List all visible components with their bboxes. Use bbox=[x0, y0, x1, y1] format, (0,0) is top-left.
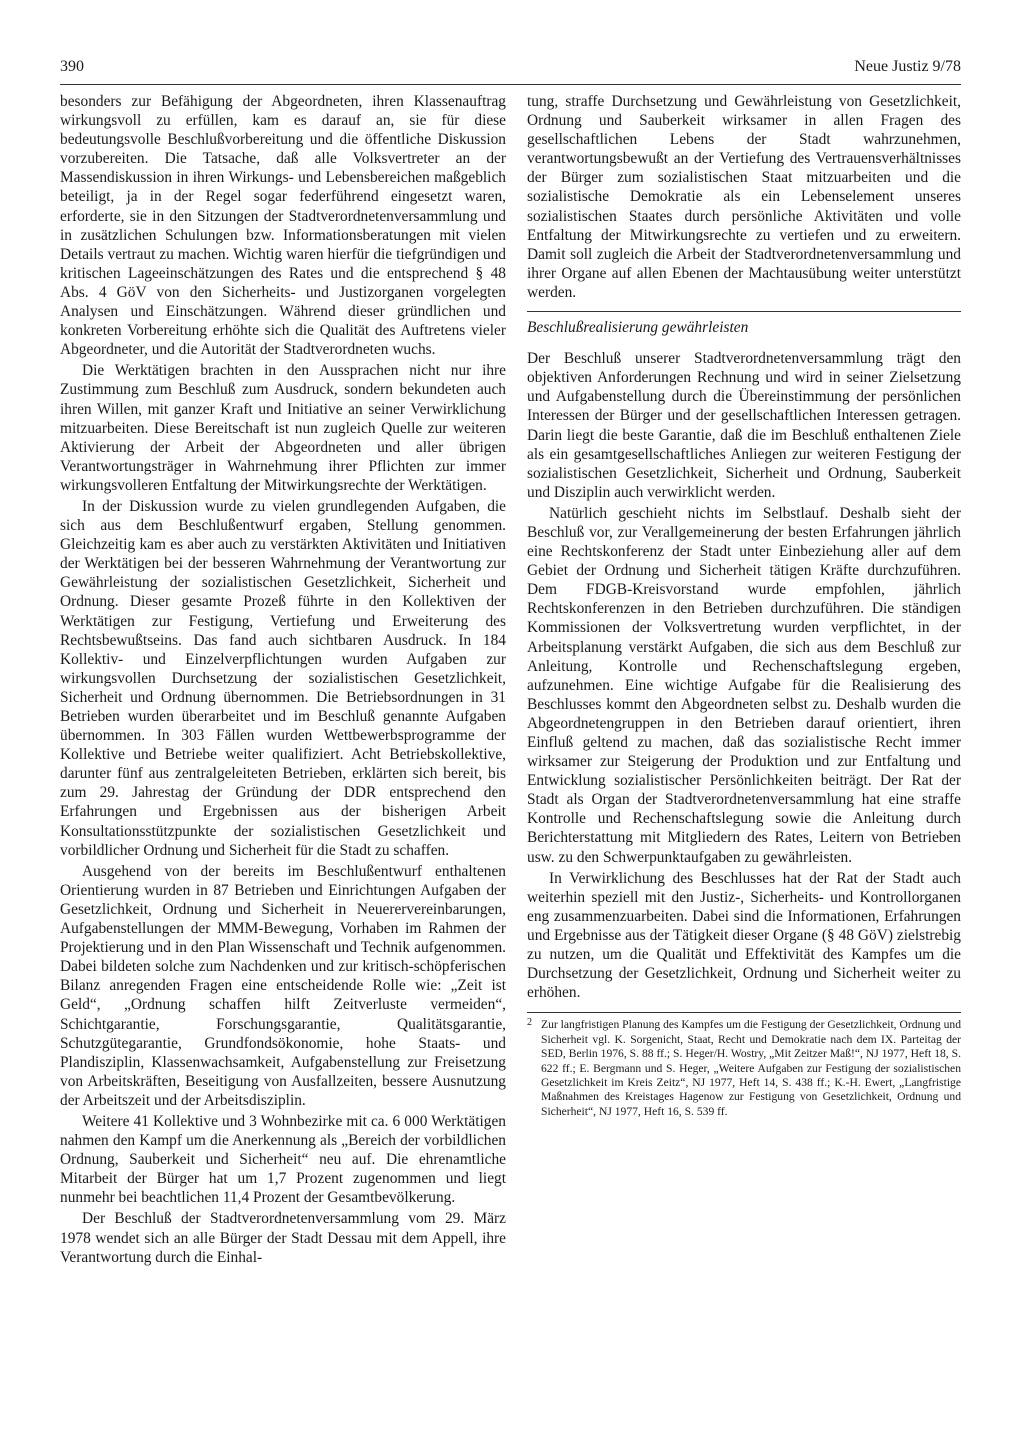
section-heading: Beschlußrealisierung gewährleisten bbox=[527, 319, 749, 337]
paragraph: Natürlich geschieht nichts im Selbstlauf. Deshalb sieht der Beschluß vor, zur Verallgemeinerung der besten Erfahrungen jährlich eine Rechtskonferenz der Stadt unter Einbeziehung aller auf dem Gebiet der Ordnung und Sicherheit tätigen Kräfte durchzuführen. Dem FDGB-Kreisvorstand wurde empfohlen, jährlich Rechtskonferenzen in den Betrieben durchzuführen. Die ständigen Kommissionen der Volksvertretung wurden verpflichtet, in der Arbeitsplanung verstärkt Aufgaben, die sich aus dem Beschluß zur Anleitung, Kontrolle und Rechenschaftslegung ergeben, aufzunehmen. Eine wichtige Aufgabe für die Realisierung des Beschlusses kommt den Abgeordneten selbst zu. Deshalb wurden die Abgeordnetengruppen in den Betrieben darauf orientiert, ihren Einfluß geltend zu machen, daß das sozialistische Recht immer wirksamer zur Steigerung der Produktion und zur Entfaltung und Entwicklung sozialistischer Persönlichkeiten beiträgt. Der Rat der Stadt als Organ der Stadtverordnetenversammlung hat eine straffe Kontrolle und Rechenschaftslegung sowie die Anleitung durch Berichterstattung mit Mitgliedern des Rates, Leitern von Betrieben usw. zu den Schwerpunktaufgaben zu gewährleisten. bbox=[527, 504, 961, 866]
paragraph: Der Beschluß der Stadtverordnetenversammlung vom 29. März 1978 wendet sich an alle Bürger der Stadt Dessau mit dem Appell, ihre Verantwortung durch die Einhal- bbox=[60, 1210, 506, 1266]
left-column bbox=[60, 92, 506, 1269]
footnote-rule bbox=[527, 1012, 961, 1013]
header-rule bbox=[60, 84, 961, 85]
footnote-text: Zur langfristigen Planung des Kampfes um die Festigung der Gesetzlichkeit, Ordnung und Sicherheit vgl. K. Sorgenicht, Staat, Recht und Demokratie nach dem IX. Parteitag der SED, Berlin 1976, S. 88 ff.; S. Heger/H. Wostry, „Mit Zeitzer Maß!“, NJ 1977, Heft 18, S. 622 ff.; E. Bergmann und S. Heger, „Weitere Aufgaben zur Festigung der sozialistischen Gesetzlichkeit im Kreis Zeitz“, NJ 1977, Heft 14, S. 438 ff.; K.-H. Ewert, „Langfristige Maßnahmen des Kreistages Hagenow zur Festigung von Gesetzlichkeit, Ordnung und Sicherheit“, NJ 1977, Heft 16, S. 539 ff. bbox=[541, 1018, 961, 1118]
footnote bbox=[527, 1018, 961, 1119]
paragraph: In der Diskussion wurde zu vielen grundlegenden Aufgaben, die sich aus dem Beschlußentwurf ergaben, Stellung genommen. Gleichzeitig kam es aber auch zu verstärkten Aktivitäten und Initiativen der Werktätigen bei der besseren Wahrnehmung der Verantwortung zur Gewährleistung der sozialistischen Gesetzlichkeit, Sicherheit und Ordnung. Dieser gesamte Prozeß führte in den Kollektiven der Werktätigen zur Festigung, Vertiefung und Erweiterung des Rechtsbewußtseins. Das fand auch sichtbaren Ausdruck. In 184 Kollektiv- und Einzelverpflichtungen wurden Aufgaben zur wirkungsvollen Durchsetzung der sozialistischen Gesetzlichkeit, Sicherheit und Ordnung übernommen. Die Betriebsordnungen in 31 Betrieben wurden überarbeitet und im Beschluß genannte Aufgaben übernommen. In 303 Fällen wurden Wettbewerbsprogramme der Kollektive und Betriebe weiter qualifiziert. Acht Betriebskollektive, darunter fünf aus zentralgeleiteten Betrieben, erklärten sich bereit, bis zum 29. Jahrestag der Gründung der DDR entsprechend den Erfahrungen und Ergebnissen aus der bisherigen Arbeit Konsultationsstützpunkte der sozialistischen Gesetzlichkeit und vorbildlicher Ordnung und Sicherheit für die Stadt zu schaffen. bbox=[60, 497, 506, 859]
paragraph: besonders zur Befähigung der Abgeordneten, ihren Klassenauftrag wirkungsvoll zu erfüllen, kam es darauf an, sie für diese bedeutungsvolle Beschlußvorbereitung und die öffentliche Diskussion vorzubereiten. Die Tatsache, daß alle Volksvertreter an der Massendiskussion in ihren Wirkungs- und Lebensbereichen maßgeblich beteiligt, ja in der Regel sogar federführend eingesetzt waren, erforderte, sie in den Sitzungen der Stadtverordnetenversammlung und in zusätzlichen Schulungen bzw. Informationsberatungen mit vielen Details vertraut zu machen. Wichtig waren hierfür die tiefgründigen und kritischen Lageeinschätzungen des Rates und die entsprechend § 48 Abs. 4 GöV von den Sicherheits- und Justizorganen vorgelegten Analysen und Einschätzungen. Während dieser gründlichen und konkreten Vorbereitung erhöhte sich die Qualität des Auftretens vieler Abgeordneter, und die Autorität der Stadtverordneten wuchs. bbox=[60, 93, 506, 359]
paragraph: Der Beschluß unserer Stadtverordnetenversammlung trägt den objektiven Anforderungen Rechnung und wird in seiner Zielsetzung und Aufgabenstellung durch die Übereinstimmung der persönlichen Interessen der Bürger und der gesellschaftlichen Interessen getragen. Darin liegt die beste Garantie, daß die im Beschluß enthaltenen Ziele als ein gesamtgesellschaftliches Anliegen zur weiteren Festigung der sozialistischen Gesetzlichkeit, Sicherheit und Ordnung, Sauberkeit und Disziplin auch verwirklicht werden. bbox=[527, 350, 961, 501]
section-rule bbox=[527, 311, 961, 312]
footnote-mark: 2 bbox=[527, 1017, 532, 1029]
paragraph: Die Werktätigen brachten in den Aussprachen nicht nur ihre Zustimmung zum Beschluß zum Ausdruck, sondern bekundeten auch ihren Willen, mit ganzer Kraft und Initiative an seiner Verwirklichung mitzuarbeiten. Diese Bereitschaft ist nun zugleich Quelle zur weiteren Aktivierung der Arbeit der Abgeordneten und aller übrigen Verantwortungsträger in Wahrnehmung ihrer Pflichten zur immer wirkungsvolleren Entfaltung der Mitwirkungsrechte der Werktätigen. bbox=[60, 362, 506, 494]
right-column bbox=[527, 92, 961, 1121]
paragraph: Weitere 41 Kollektive und 3 Wohnbezirke mit ca. 6 000 Werktätigen nahmen den Kampf um die Anerkennung als „Bereich der vorbildlichen Ordnung, Sauberkeit und Sicherheit“ neu auf. Die ehrenamtliche Mitarbeit der Bürger hat um 1,7 Prozent zugenommen und liegt nunmehr bei beachtlichen 11,4 Prozent der Gesamtbevölkerung. bbox=[60, 1112, 506, 1207]
paragraph: tung, straffe Durchsetzung und Gewährleistung von Gesetzlichkeit, Ordnung und Sauberkeit wirksamer in allen Fragen des gesellschaftlichen Lebens der Stadt wahrzunehmen, verantwortungsbewußt an der Vertiefung des Vertrauensverhältnisses der Bürger zum sozialistischen Staat mitzuarbeiten und die sozialistische Demokratie als ein Lebenselement unseres sozialistischen Staates durch persönliche Aktivitäten und volle Entfaltung der Mitwirkungsrechte zu vertiefen und zu erweitern. Damit soll zugleich die Arbeit der Stadtverordnetenversammlung und ihrer Organe auf allen Ebenen der Machtausübung weiter unterstützt werden. bbox=[527, 93, 961, 301]
page-number: 390 bbox=[60, 58, 84, 75]
journal-title: Neue Justiz 9/78 bbox=[854, 58, 961, 75]
paragraph: In Verwirklichung des Beschlusses hat der Rat der Stadt auch weiterhin speziell mit den Justiz-, Sicherheits- und Kontrollorganen eng zusammenzuarbeiten. Dabei sind die Informationen, Erfahrungen und Ergebnisse aus der Tätigkeit dieser Organe (§ 48 GöV) zielstrebig zu nutzen, um die Qualität und Effektivität des Kampfes um die Durchsetzung der Gesetzlichkeit, Ordnung und Sicherheit weiter zu erhöhen. bbox=[527, 869, 961, 1002]
page-header bbox=[60, 58, 961, 82]
paragraph: Ausgehend von der bereits im Beschlußentwurf enthaltenen Orientierung wurden in 87 Betrieben und Einrichtungen Aufgaben der Gesetzlichkeit, Ordnung und Sicherheit in Neuerervereinbarungen, Aufgabenstellungen der MMM-Bewegung, Vorhaben im Rahmen der Projektierung und in den Plan Wissenschaft und Technik aufgenommen. Dabei bildeten solche zum Nachdenken und zur kritisch-schöpferischen Bilanz anregenden Fragen eine entscheidende Rolle wie: „Zeit ist Geld“, „Ordnung schaffen hilft Zeitverluste vermeiden“, Schichtgarantie, Forschungsgarantie, Qualitätsgarantie, Schutzgütegarantie, Grundfondsökonomie, hohe Staats- und Plandisziplin, Klassenwachsamkeit, Aufgabenstellung zur Freisetzung von Arbeitskräften, Beseitigung von Ausfallzeiten, bessere Ausnutzung der Arbeitszeit und der Arbeitsdisziplin. bbox=[60, 862, 506, 1109]
